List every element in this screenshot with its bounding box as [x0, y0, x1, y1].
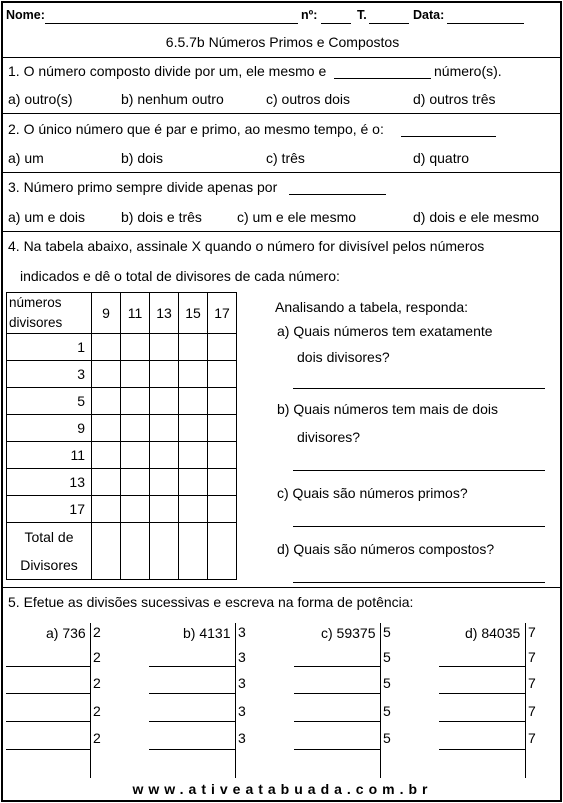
table-row	[7, 388, 237, 415]
total-divisors-label	[7, 523, 92, 580]
answer-cell[interactable]	[150, 388, 179, 415]
q3-option-a[interactable]: a) um e dois	[8, 209, 86, 225]
q1-option-b[interactable]: b) nenhum outro	[121, 91, 224, 107]
analysis-question-c: c) Quais são números primos?	[277, 485, 468, 501]
answer-line-b[interactable]	[293, 470, 545, 471]
divider	[3, 172, 562, 173]
class-label: T.	[357, 8, 367, 22]
answer-cell[interactable]	[121, 496, 150, 523]
answer-cell[interactable]	[92, 469, 121, 496]
q3-text: 3. Número primo sempre divide apenas por	[8, 179, 278, 195]
answer-cell[interactable]	[179, 334, 208, 361]
q1-option-a[interactable]: a) outro(s)	[8, 91, 73, 107]
total-cell[interactable]	[179, 523, 208, 580]
q2-answer-blank[interactable]	[401, 136, 496, 137]
number-label: nº:	[301, 8, 318, 22]
quotient-line[interactable]	[6, 749, 90, 750]
division-d-divisor: 7	[528, 675, 536, 691]
answer-cell[interactable]	[150, 334, 179, 361]
division-d-bar	[525, 623, 526, 778]
table-row	[7, 469, 237, 496]
table-row-total	[7, 523, 237, 580]
answer-cell[interactable]	[150, 361, 179, 388]
division-d-divisor: 7	[528, 624, 536, 640]
row-divisor: 3	[7, 361, 92, 388]
q1-text-a: 1. O número composto divide por um, ele mesmo e	[8, 63, 327, 79]
division-a-divisor: 2	[93, 624, 101, 640]
q2-option-c[interactable]: c) três	[266, 150, 305, 166]
answer-cell[interactable]	[92, 388, 121, 415]
answer-cell[interactable]	[150, 442, 179, 469]
division-c-divisor: 5	[383, 703, 391, 719]
answer-cell[interactable]	[179, 388, 208, 415]
analysis-question-d: d) Quais são números compostos?	[277, 541, 495, 557]
q4-line1: 4. Na tabela abaixo, assinale X quando o número for divisível pelos números	[8, 238, 485, 254]
divider	[3, 113, 562, 114]
answer-cell[interactable]	[150, 496, 179, 523]
division-c-divisor: 5	[383, 624, 391, 640]
q1-answer-blank[interactable]	[334, 78, 431, 79]
q2-option-d[interactable]: d) quatro	[413, 150, 470, 166]
name-label: Nome:	[6, 8, 45, 22]
table-corner-header	[7, 293, 92, 334]
divider	[3, 231, 562, 232]
q2-text: 2. O único número que é par e primo, ao mesmo tempo, é o:	[8, 121, 384, 137]
division-a-divisor: 2	[93, 703, 101, 719]
answer-cell[interactable]	[208, 388, 237, 415]
quotient-line[interactable]	[149, 666, 235, 667]
row-divisor: 13	[7, 469, 92, 496]
answer-cell[interactable]	[179, 496, 208, 523]
column-header: 11	[121, 293, 150, 334]
worksheet-frame	[1, 1, 562, 802]
class-field[interactable]	[369, 23, 409, 24]
division-d-label: d) 84035	[465, 625, 521, 641]
quotient-line[interactable]	[294, 749, 380, 750]
q2-option-a[interactable]: a) um	[8, 150, 44, 166]
row-divisor: 11	[7, 442, 92, 469]
quotient-line[interactable]	[439, 693, 525, 694]
quotient-line[interactable]	[294, 721, 380, 722]
divider	[3, 57, 562, 58]
answer-cell[interactable]	[92, 334, 121, 361]
q3-option-c[interactable]: c) um e ele mesmo	[237, 209, 357, 225]
division-a-divisor: 2	[93, 730, 101, 746]
quotient-line[interactable]	[6, 693, 90, 694]
q3-option-d[interactable]: d) dois e ele mesmo	[413, 209, 540, 225]
table-header-divisors: divisores	[9, 315, 63, 330]
division-b-bar	[235, 623, 236, 778]
answer-cell[interactable]	[92, 415, 121, 442]
division-c-divisor: 5	[383, 675, 391, 691]
date-field[interactable]	[447, 23, 524, 24]
total-cell[interactable]	[208, 523, 237, 580]
answer-cell[interactable]	[208, 496, 237, 523]
q2-option-b[interactable]: b) dois	[121, 150, 164, 166]
name-field[interactable]	[45, 23, 298, 24]
division-d-divisor: 7	[528, 730, 536, 746]
quotient-line[interactable]	[149, 693, 235, 694]
table-row	[7, 496, 237, 523]
divisibility-table	[6, 292, 237, 580]
division-d-divisor: 7	[528, 649, 536, 665]
q1-text-b: número(s).	[434, 63, 502, 79]
quotient-line[interactable]	[6, 721, 90, 722]
division-a-divisor: 2	[93, 649, 101, 665]
division-d-divisor: 7	[528, 703, 536, 719]
answer-cell[interactable]	[150, 415, 179, 442]
analysis-question-a2: dois divisores?	[297, 349, 390, 365]
table-row	[7, 361, 237, 388]
answer-cell[interactable]	[208, 442, 237, 469]
division-a-label: a) 736	[46, 625, 86, 641]
date-label: Data:	[413, 8, 445, 22]
row-divisor: 17	[7, 496, 92, 523]
q5-text: 5. Efetue as divisões sucessivas e escreva na forma de potência:	[8, 594, 414, 610]
analysis-question-a1: a) Quais números tem exatamente	[277, 323, 493, 339]
answer-cell[interactable]	[208, 334, 237, 361]
answer-line-d[interactable]	[293, 582, 545, 583]
quotient-line[interactable]	[439, 721, 525, 722]
quotient-line[interactable]	[439, 666, 525, 667]
quotient-line[interactable]	[294, 666, 380, 667]
answer-cell[interactable]	[179, 361, 208, 388]
answer-cell[interactable]	[179, 442, 208, 469]
answer-cell[interactable]	[121, 415, 150, 442]
division-b-divisor: 3	[238, 624, 246, 640]
division-c-divisor: 5	[383, 730, 391, 746]
divider	[3, 587, 562, 588]
division-c-bar	[380, 623, 381, 778]
quotient-line[interactable]	[6, 666, 90, 667]
row-divisor: 5	[7, 388, 92, 415]
total-cell[interactable]	[121, 523, 150, 580]
total-label-line1: Total de	[24, 529, 74, 545]
q4-line2: indicados e dê o total de divisores de cada número:	[20, 268, 340, 284]
answer-cell[interactable]	[92, 496, 121, 523]
answer-line-c[interactable]	[293, 526, 545, 527]
answer-cell[interactable]	[150, 469, 179, 496]
analysis-question-b1: b) Quais números tem mais de dois	[277, 401, 498, 417]
analysis-title: Analisando a tabela, responda:	[275, 299, 469, 315]
column-header: 17	[208, 293, 237, 334]
column-header: 13	[150, 293, 179, 334]
answer-cell[interactable]	[208, 361, 237, 388]
division-b-divisor: 3	[238, 730, 246, 746]
answer-line-a[interactable]	[293, 388, 545, 389]
division-a-bar	[90, 623, 91, 778]
answer-cell[interactable]	[121, 442, 150, 469]
total-cell[interactable]	[150, 523, 179, 580]
table-header-numbers: números	[9, 295, 62, 310]
answer-cell[interactable]	[121, 334, 150, 361]
total-label-line2: Divisores	[20, 557, 78, 573]
row-divisor: 1	[7, 334, 92, 361]
q1-option-d[interactable]: d) outros três	[413, 91, 496, 107]
answer-cell[interactable]	[92, 442, 121, 469]
total-cell[interactable]	[92, 523, 121, 580]
division-b-divisor: 3	[238, 675, 246, 691]
number-field[interactable]	[321, 23, 351, 24]
row-divisor: 9	[7, 415, 92, 442]
answer-cell[interactable]	[121, 469, 150, 496]
site-footer: www.ativeatabuada.com.br	[132, 781, 433, 797]
answer-cell[interactable]	[121, 361, 150, 388]
quotient-line[interactable]	[149, 749, 235, 750]
answer-cell[interactable]	[121, 388, 150, 415]
q3-answer-blank[interactable]	[289, 194, 386, 195]
answer-cell[interactable]	[179, 469, 208, 496]
answer-cell[interactable]	[208, 415, 237, 442]
quotient-line[interactable]	[294, 693, 380, 694]
table-row	[7, 442, 237, 469]
quotient-line[interactable]	[439, 749, 525, 750]
column-header: 9	[92, 293, 121, 334]
answer-cell[interactable]	[92, 361, 121, 388]
division-c-divisor: 5	[383, 649, 391, 665]
division-a-divisor: 2	[93, 675, 101, 691]
division-b-label: b) 4131	[183, 625, 231, 641]
q3-option-b[interactable]: b) dois e três	[121, 209, 202, 225]
table-row	[7, 334, 237, 361]
division-b-divisor: 3	[238, 649, 246, 665]
answer-cell[interactable]	[179, 415, 208, 442]
division-c-label: c) 59375	[321, 625, 376, 641]
page-title: 6.5.7b Números Primos e Compostos	[165, 34, 400, 50]
quotient-line[interactable]	[149, 721, 235, 722]
answer-cell[interactable]	[208, 469, 237, 496]
analysis-question-b2: divisores?	[297, 429, 361, 445]
column-header: 15	[179, 293, 208, 334]
division-b-divisor: 3	[238, 703, 246, 719]
q1-option-c[interactable]: c) outros dois	[266, 91, 351, 107]
table-row	[7, 415, 237, 442]
